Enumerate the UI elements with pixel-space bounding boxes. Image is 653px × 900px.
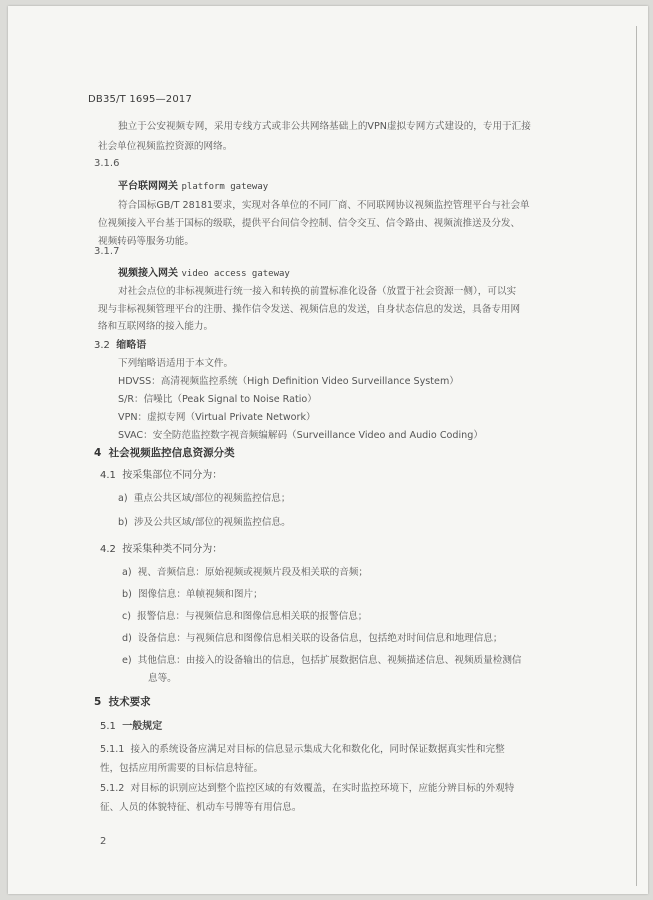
list-label: d) <box>122 633 132 644</box>
section-title: 缩略语 <box>116 340 147 351</box>
clause-number: 5.1 <box>100 721 116 732</box>
list-item <box>122 564 368 578</box>
clause-number-3-1-6: 3.1.6 <box>94 158 120 169</box>
list-item <box>122 608 367 622</box>
paragraph-line: 现与非标视频管理平台的注册、操作信令发送、视频信息的发送，自身状态信息的发送，具备专用网 <box>98 304 521 315</box>
list-text: 涉及公共区域/部位的视频监控信息。 <box>133 517 291 528</box>
term-en: video access gateway <box>181 269 290 279</box>
paragraph-line: 对目标的识别应达到整个监控区域的有效覆盖，在实时监控环境下，应能分辨目标的外观特 <box>130 783 515 794</box>
section-3-2-heading <box>94 336 146 351</box>
paragraph-line: 性，包括应用所需要的目标信息特征。 <box>100 763 264 774</box>
term-en: platform gateway <box>181 182 269 192</box>
list-item <box>122 586 263 600</box>
chapter-5-heading <box>94 694 151 709</box>
clause-4-1 <box>100 466 222 481</box>
abbrev-item: S/R：信噪比（Peak Signal to Noise Ratio） <box>118 394 317 405</box>
term-video-access-gateway <box>118 264 290 279</box>
chapter-number: 5 <box>94 696 102 708</box>
chapter-title: 社会视频监控信息资源分类 <box>108 447 235 459</box>
list-item <box>118 514 291 528</box>
paragraph-line: 接入的系统设备应满足对目标的信息显示集成大化和数化化，同时保证数据真实性和完整 <box>130 744 505 755</box>
clause-number: 5.1.1 <box>100 744 125 755</box>
list-item <box>122 630 503 644</box>
paragraph-line: 位视频接入平台基于国标的级联，提供平台间信令控制、信令交互、信令路由、视频流推送及分发、 <box>98 218 521 229</box>
term-platform-gateway <box>118 177 268 192</box>
paragraph-line: 独立于公安视频专网，采用专线方式或非公共网络基础上的VPN虚拟专网方式建设的，专用于汇接 <box>118 121 531 132</box>
clause-5-1 <box>100 717 162 732</box>
list-text: 报警信息：与视频信息和图像信息相关联的报警信息； <box>137 611 368 622</box>
list-label: e) <box>122 655 132 666</box>
clause-number: 4.1 <box>100 470 116 481</box>
list-text: 设备信息：与视频信息和图像信息相关联的设备信息，包括绝对时间信息和地理信息； <box>137 633 503 644</box>
abbrev-item: VPN：虚拟专网（Virtual Private Network） <box>118 412 316 423</box>
page-number: 2 <box>100 836 107 847</box>
page-right-edge <box>636 26 637 886</box>
clause-5-1-1 <box>100 741 505 755</box>
clause-number-3-1-7: 3.1.7 <box>94 246 120 257</box>
list-text: 其他信息：由接入的设备输出的信息，包括扩展数据信息、视频描述信息、视频质量检测信 <box>137 655 522 666</box>
paragraph-line: 社会单位视频监控资源的网络。 <box>98 141 233 152</box>
list-text: 图像信息：单帧视频和图片； <box>137 589 263 600</box>
list-label: a) <box>118 493 128 504</box>
chapter-number: 4 <box>94 447 102 459</box>
clause-5-1-2 <box>100 780 514 794</box>
term-cn: 平台联网网关 <box>118 181 178 192</box>
list-label: a) <box>122 567 132 578</box>
abbrev-item: SVAC：安全防范监控数字视音频编解码（Surveillance Video and Audio Coding） <box>118 430 483 441</box>
paragraph-line: 视频转码等服务功能。 <box>98 236 194 247</box>
clause-title: 按采集种类不同分为： <box>122 544 223 555</box>
list-label: b) <box>122 589 132 600</box>
clause-title: 一般规定 <box>122 721 163 732</box>
clause-4-2 <box>100 540 222 555</box>
list-label: b) <box>118 517 128 528</box>
list-item-continuation: 息等。 <box>148 673 177 684</box>
list-item <box>118 490 290 504</box>
section-number: 3.2 <box>94 340 110 351</box>
clause-number: 4.2 <box>100 544 116 555</box>
paragraph-line: 对社会点位的非标视频进行统一接入和转换的前置标准化设备（放置于社会资源一侧），可以实 <box>118 286 517 297</box>
document-number: DB35/T 1695—2017 <box>88 94 193 105</box>
paragraph-line: 符合国标GB/T 28181要求，实现对各单位的不同厂商、不同联网协议视频监控管理平台与社会单 <box>118 200 530 211</box>
clause-title: 按采集部位不同分为： <box>122 470 223 481</box>
list-item <box>122 652 522 666</box>
abbrev-item: HDVSS：高清视频监控系统（High Definition Video Surveillance System） <box>118 376 459 387</box>
term-cn: 视频接入网关 <box>118 268 178 279</box>
chapter-title: 技术要求 <box>108 696 151 708</box>
list-text: 重点公共区域/部位的视频监控信息； <box>133 493 291 504</box>
clause-number: 5.1.2 <box>100 783 125 794</box>
paragraph-line: 征、人员的体貌特征、机动车号牌等有用信息。 <box>100 802 302 813</box>
abbrev-intro: 下列缩略语适用于本文件。 <box>118 358 234 369</box>
list-label: c) <box>122 611 132 622</box>
paragraph-line: 络和互联网络的接入能力。 <box>98 321 214 332</box>
chapter-4-heading <box>94 445 235 460</box>
list-text: 视、音频信息：原始视频或视频片段及相关联的音频； <box>137 567 368 578</box>
